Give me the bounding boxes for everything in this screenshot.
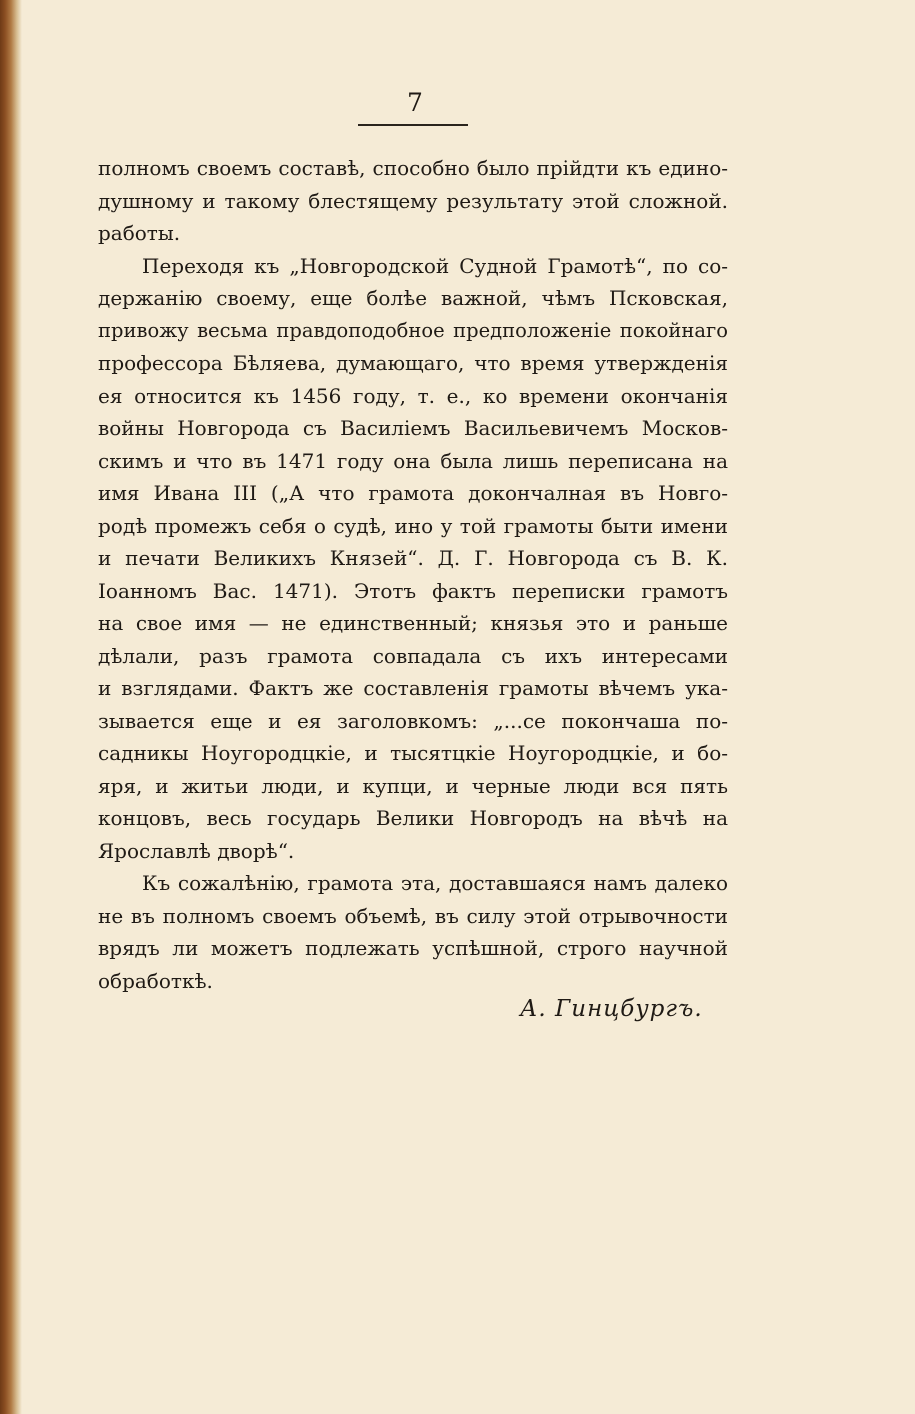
text-line: яря, и житьи люди, и купци, и черные люди вся пять — [98, 773, 728, 798]
text-line: ея относится къ 1456 году, т. е., ко времени окончанія — [98, 383, 728, 408]
text-line: войны Новгорода съ Василіемъ Васильевичемъ Москов- — [98, 416, 728, 440]
author-signature: А. Гинцбургъ. — [520, 996, 703, 1022]
text-line: скимъ и что въ 1471 году она была лишь переписана на — [98, 448, 728, 473]
text-line: родѣ промежъ себя о судѣ, ино у той грамоты быти имени — [98, 513, 728, 538]
text-line: Переходя къ „Новгородской Судной Грамотѣ“, по со- — [142, 253, 728, 278]
page-number-rule — [358, 124, 468, 126]
text-line: не въ полномъ своемъ объемѣ, въ силу этой отрывочности — [98, 903, 728, 928]
text-line: концовъ, весь государь Велики Новгородъ на вѣчѣ на — [98, 806, 728, 830]
text-line: и печати Великихъ Князей“. Д. Г. Новгорода съ В. К. — [98, 546, 728, 570]
text-line: Ярославлѣ дворѣ“. — [98, 838, 295, 863]
body-text — [98, 152, 728, 997]
text-line: зывается еще и ея заголовкомъ: „...се покончаша по- — [98, 708, 728, 733]
text-line: на свое имя — не единственный; князья это и раньше — [98, 611, 728, 635]
text-line: врядъ ли можетъ подлежать успѣшной, строго научной — [98, 936, 728, 960]
text-line: обработкѣ. — [98, 968, 213, 993]
text-line: держанію своему, еще болѣе важной, чѣмъ Псковская, — [98, 286, 728, 310]
book-spine-edge — [0, 0, 22, 1414]
text-line: Къ сожалѣнію, грамота эта, доставшаяся намъ далеко — [142, 871, 728, 895]
text-line: работы. — [98, 221, 181, 245]
text-line: профессора Бѣляева, думающаго, что время утвержденія — [98, 351, 728, 375]
text-line: Іоанномъ Вас. 1471). Этотъ фактъ переписки грамотъ — [98, 578, 728, 603]
text-line: имя Ивана III („А что грамота докончалная въ Новго- — [98, 481, 728, 505]
text-line: дѣлали, разъ грамота совпадала съ ихъ интересами — [98, 643, 728, 668]
text-line: привожу весьма правдоподобное предположеніе покойнаго — [98, 318, 728, 342]
text-line: и взглядами. Фактъ же составленія грамоты вѣчемъ ука- — [98, 676, 728, 700]
page-number: 7 — [407, 88, 423, 117]
text-line: душному и такому блестящему результату этой сложной. — [98, 188, 728, 213]
text-line: садникы Ноугородцкіе, и тысятцкіе Ноугородцкіе, и бо- — [98, 741, 728, 765]
text-line: полномъ своемъ составѣ, способно было прійдти къ едино- — [98, 156, 728, 180]
